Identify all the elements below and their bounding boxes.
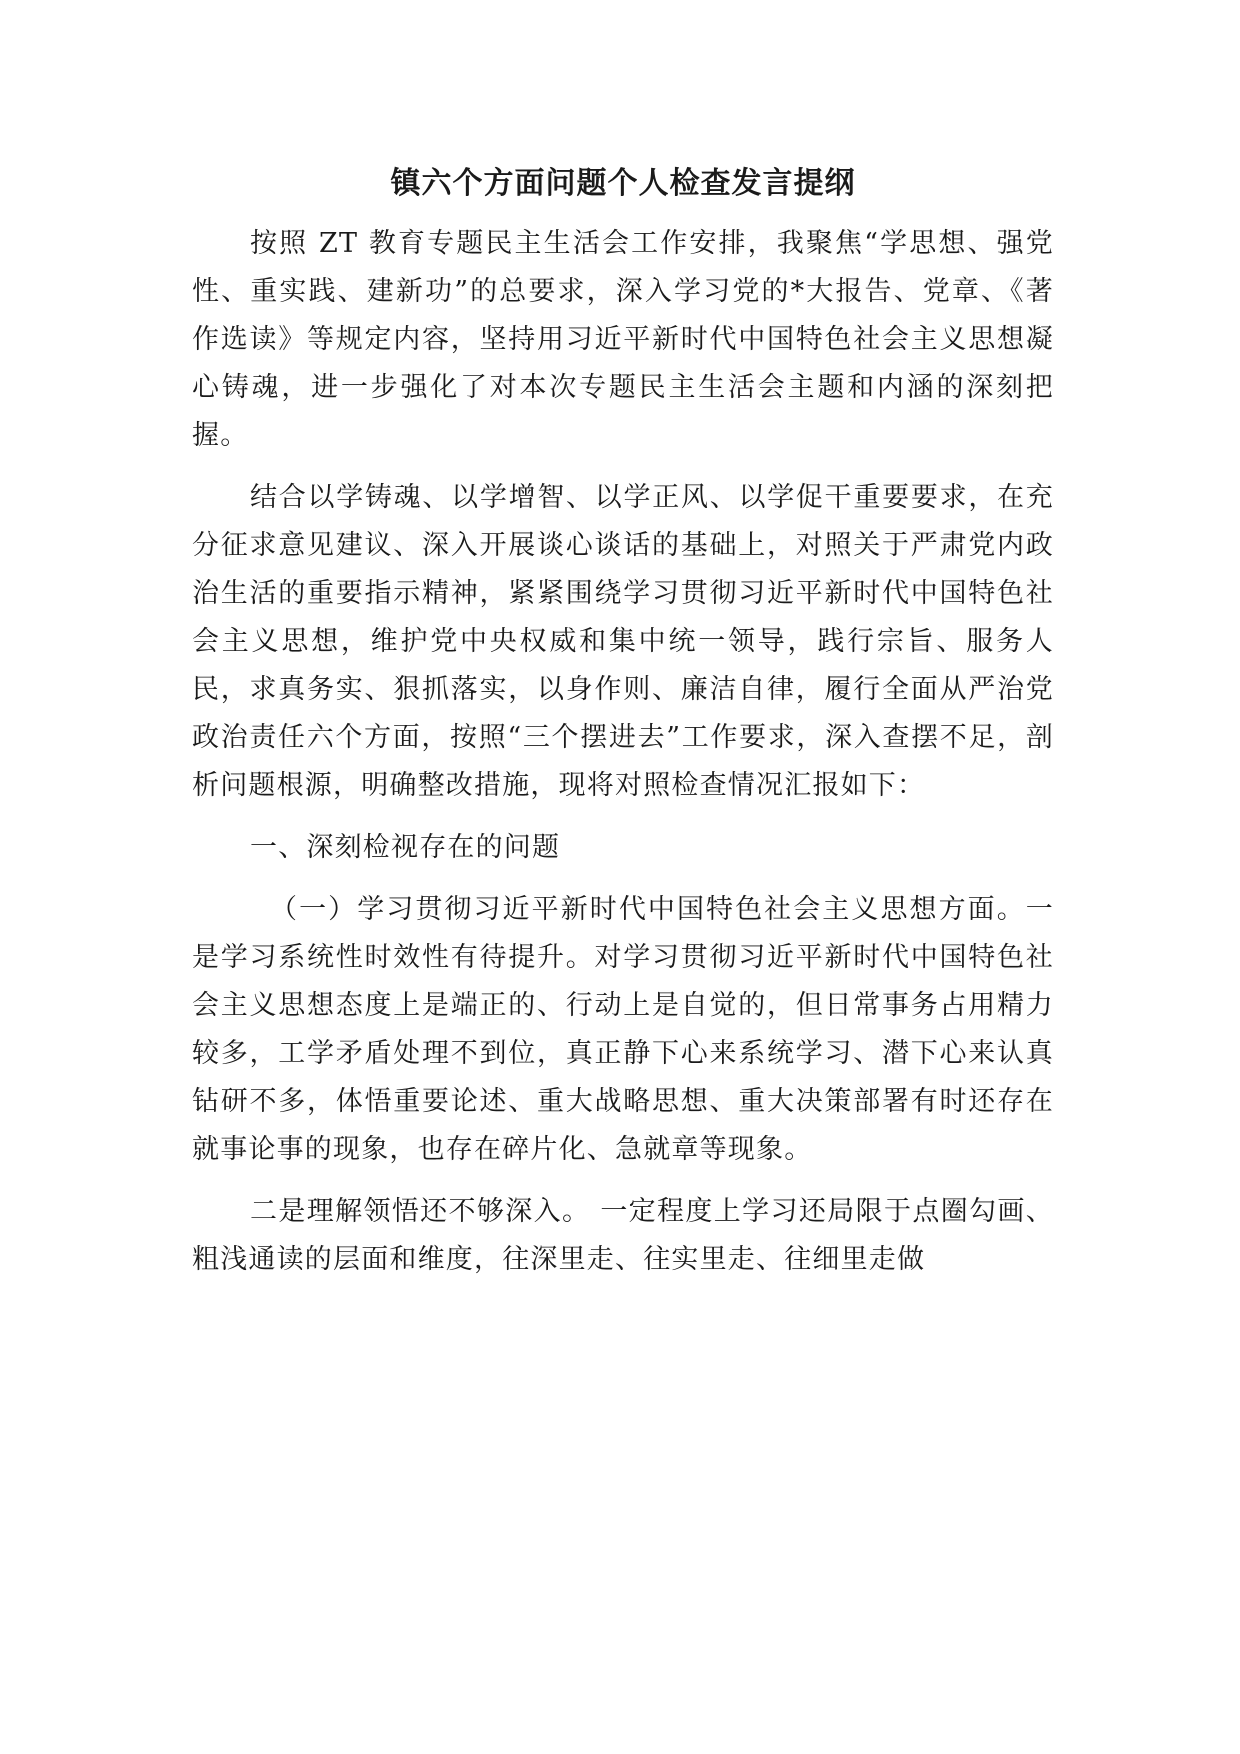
- subsection-paragraph: （一）学习贯彻习近平新时代中国特色社会主义思想方面。一是学习系统性时效性有待提升。对学习贯彻习近平新时代中国特色社会主义思想态度上是端正的、行动上是自觉的，但日常事务占用精力较多，工学矛盾处理不到位，真正静下心来系统学习、潜下心来认真钻研不多，体悟重要论述、重大战略思想、重大决策部署有时还存在就事论事的现象，也存在碎片化、急就章等现象。: [192, 894, 1054, 1165]
- document-title: 镇六个方面问题个人检查发言提纲: [390, 166, 856, 201]
- context-paragraph: 结合以学铸魂、以学增智、以学正风、以学促干重要要求，在充分征求意见建议、深入开展谈心谈话的基础上，对照关于严肃党内政治生活的重要指示精神，紧紧围绕学习贯彻习近平新时代中国特色社会主义思想，维护党中央权威和集中统一领导，践行宗旨、服务人民，求真务实、狠抓落实，以身作则、廉洁自律，履行全面从严治党政治责任六个方面，按照“三个摆进去”工作要求，深入查摆不足，剖析问题根源，明确整改措施，现将对照检查情况汇报如下：: [192, 482, 1054, 801]
- section-heading: 一、深刻检视存在的问题: [250, 832, 561, 863]
- document-body: [192, 158, 1054, 1298]
- intro-paragraph: 按照 ZT 教育专题民主生活会工作安排，我聚焦“学思想、强党性、重实践、建新功”的总要求，深入学习党的*大报告、党章、《著作选读》等规定内容，坚持用习近平新时代中国特色社会主义思想凝心铸魂，进一步强化了对本次专题民主生活会主题和内涵的深刻把握。: [192, 228, 1054, 451]
- continuation-paragraph: 二是理解领悟还不够深入。 一定程度上学习还局限于点圈勾画、粗浅通读的层面和维度，往深里走、往实里走、往细里走做: [192, 1196, 1054, 1275]
